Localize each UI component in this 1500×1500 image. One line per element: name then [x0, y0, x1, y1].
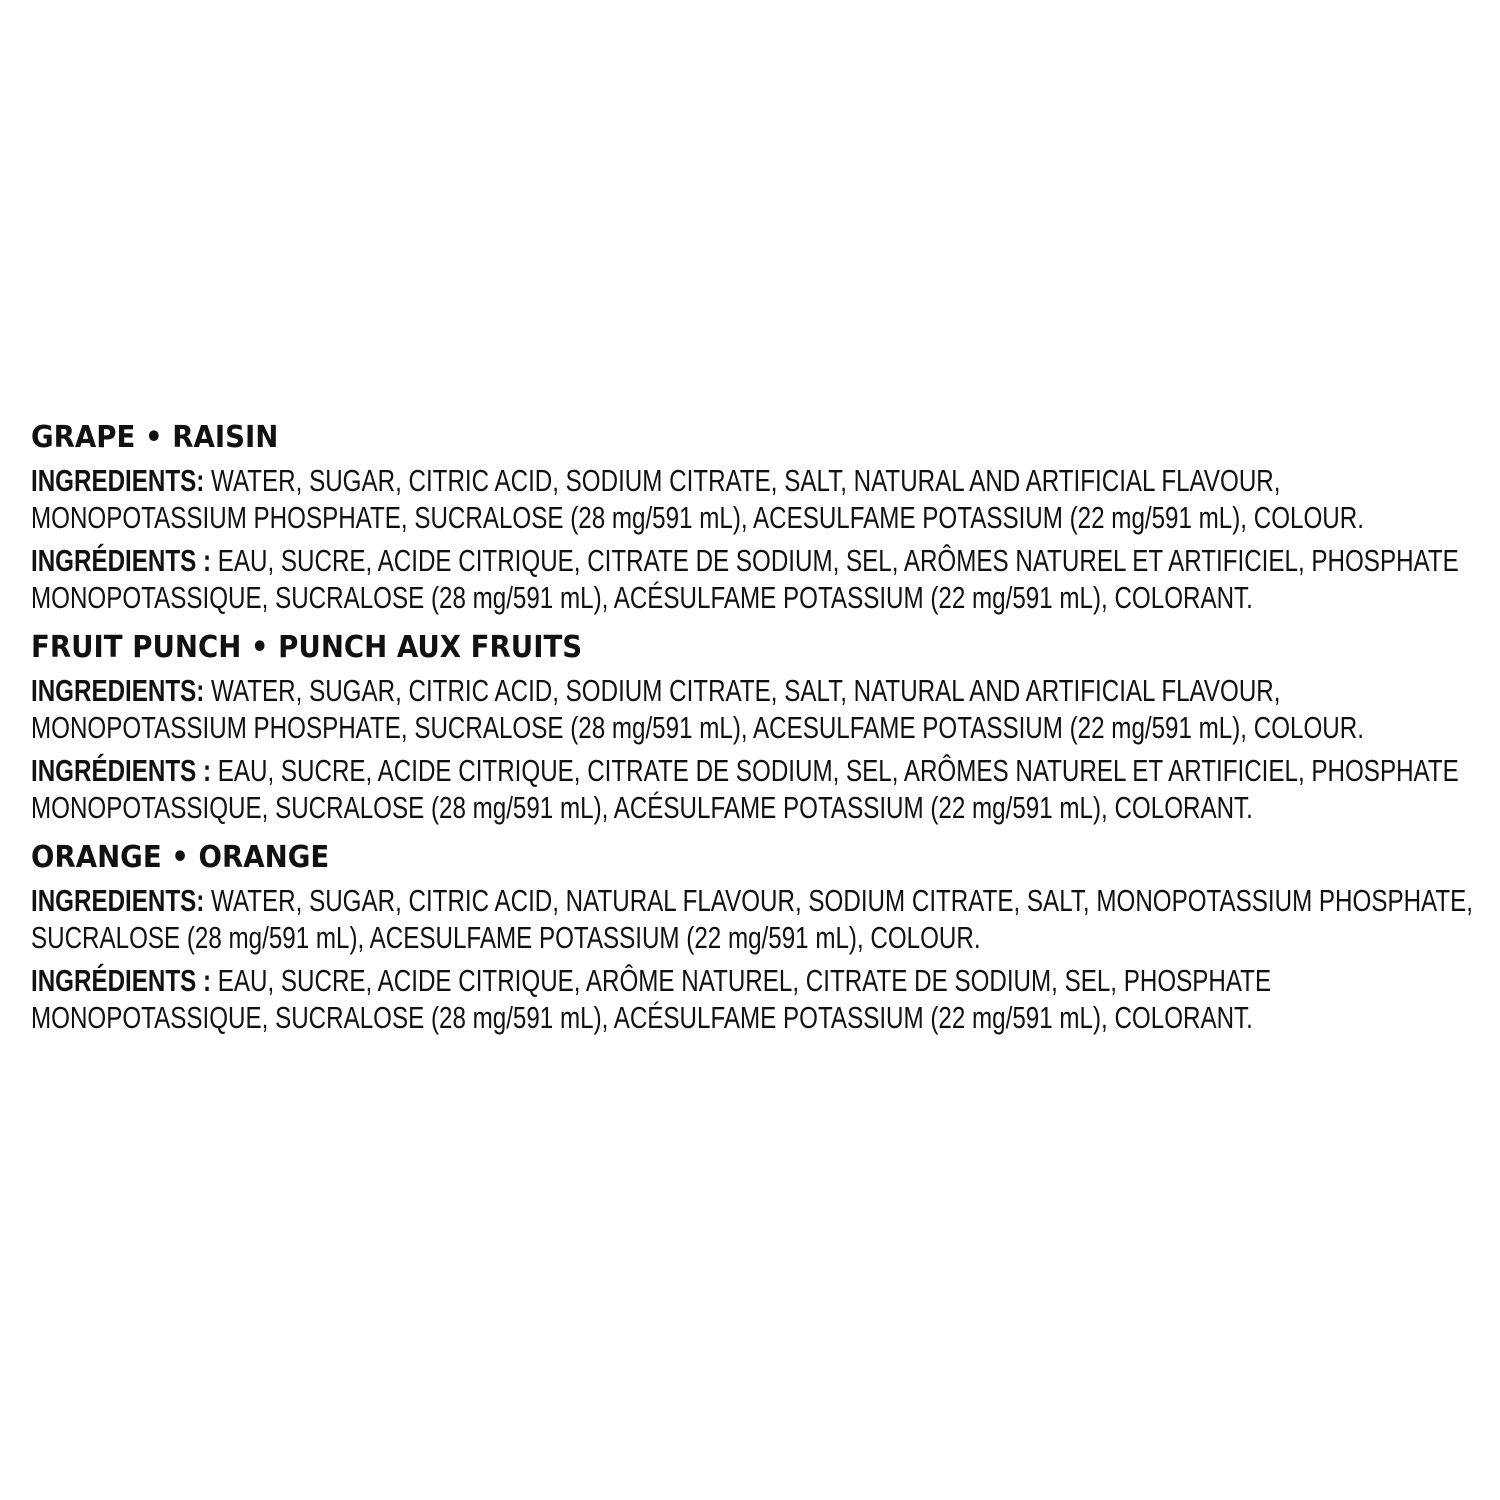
ingredients-label: INGREDIENTS:: [31, 883, 205, 918]
flavour-title: FRUIT PUNCH • PUNCH AUX FRUITS: [31, 630, 583, 665]
ingredients-french: [31, 542, 1481, 616]
flavour-section-orange: [31, 840, 1481, 1036]
ingredients-text: EAU, SUCRE, ACIDE CITRIQUE, CITRATE DE SODIUM, SEL, ARÔMES NATUREL ET ARTIFICIEL, PHOSPHATE: [211, 753, 1459, 788]
ingredients-text: EAU, SUCRE, ACIDE CITRIQUE, ARÔME NATUREL, CITRATE DE SODIUM, SEL, PHOSPHATE: [211, 963, 1272, 998]
flavour-title: ORANGE • ORANGE: [31, 840, 330, 875]
ingredients-text: WATER, SUGAR, CITRIC ACID, NATURAL FLAVOUR, SODIUM CITRATE, SALT, MONOPOTASSIUM PHOSPHATE,: [204, 883, 1474, 918]
ingredients-line: [31, 962, 1272, 999]
ingredients-text-continued: MONOPOTASSIUM PHOSPHATE, SUCRALOSE (28 mg/591 mL), ACESULFAME POTASSIUM (22 mg/591 mL), COLOUR.: [31, 710, 1364, 745]
ingredients-label: INGRÉDIENTS :: [31, 963, 212, 998]
ingredients-text-continued: MONOPOTASSIQUE, SUCRALOSE (28 mg/591 mL), ACÉSULFAME POTASSIUM (22 mg/591 mL), COLORANT.: [31, 790, 1253, 825]
ingredients-label: INGREDIENTS:: [31, 673, 205, 708]
ingredients-english: [31, 672, 1481, 746]
ingredients-text: WATER, SUGAR, CITRIC ACID, SODIUM CITRATE, SALT, NATURAL AND ARTIFICIAL FLAVOUR,: [204, 463, 1281, 498]
ingredients-text-continued: MONOPOTASSIUM PHOSPHATE, SUCRALOSE (28 mg/591 mL), ACESULFAME POTASSIUM (22 mg/591 mL), COLOUR.: [31, 500, 1364, 535]
ingredients-french: [31, 962, 1481, 1036]
ingredients-panel: [31, 420, 1481, 1050]
ingredients-text-continued: MONOPOTASSIQUE, SUCRALOSE (28 mg/591 mL), ACÉSULFAME POTASSIUM (22 mg/591 mL), COLORANT.: [31, 580, 1253, 615]
flavour-section-fruit-punch: [31, 630, 1481, 826]
flavour-section-grape: [31, 420, 1481, 616]
ingredients-english: [31, 462, 1481, 536]
ingredients-label: INGREDIENTS:: [31, 463, 205, 498]
ingredients-text-continued: SUCRALOSE (28 mg/591 mL), ACESULFAME POTASSIUM (22 mg/591 mL), COLOUR.: [31, 920, 981, 955]
ingredients-french: [31, 752, 1481, 826]
ingredients-line: [31, 672, 1281, 709]
ingredients-line: [31, 882, 1474, 919]
flavour-title: GRAPE • RAISIN: [31, 420, 279, 455]
ingredients-line: [31, 752, 1459, 789]
ingredients-text: WATER, SUGAR, CITRIC ACID, SODIUM CITRATE, SALT, NATURAL AND ARTIFICIAL FLAVOUR,: [204, 673, 1281, 708]
ingredients-label: INGRÉDIENTS :: [31, 753, 212, 788]
ingredients-text: EAU, SUCRE, ACIDE CITRIQUE, CITRATE DE SODIUM, SEL, ARÔMES NATUREL ET ARTIFICIEL, PHOSPHATE: [211, 543, 1459, 578]
ingredients-line: [31, 542, 1459, 579]
ingredients-text-continued: MONOPOTASSIQUE, SUCRALOSE (28 mg/591 mL), ACÉSULFAME POTASSIUM (22 mg/591 mL), COLORANT.: [31, 1000, 1253, 1035]
ingredients-line: [31, 462, 1281, 499]
ingredients-english: [31, 882, 1481, 956]
ingredients-label: INGRÉDIENTS :: [31, 543, 212, 578]
